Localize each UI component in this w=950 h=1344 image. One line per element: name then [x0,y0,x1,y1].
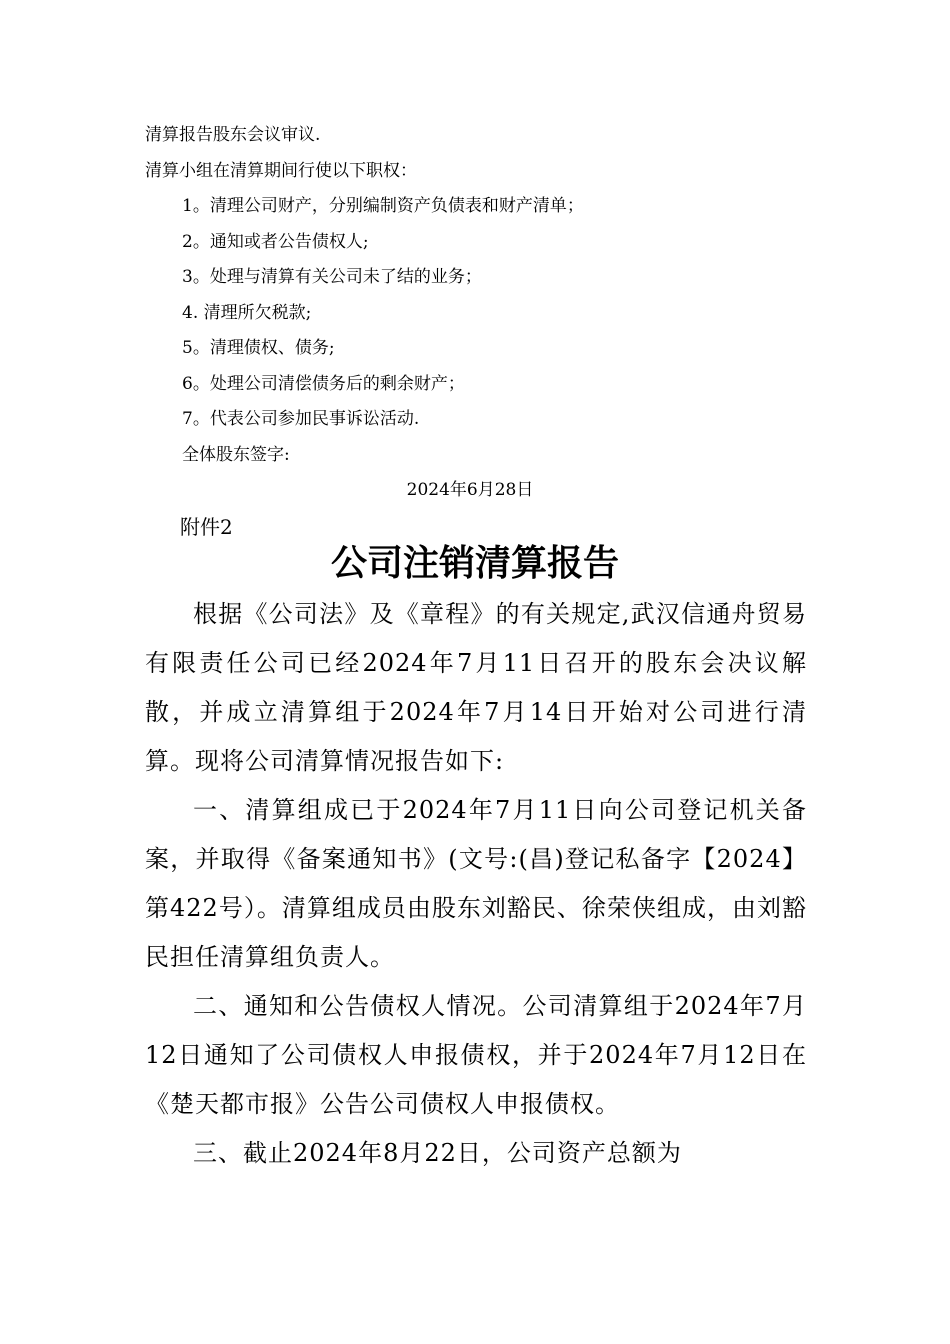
duty-item-7: 7。代表公司参加民事诉讼活动. [182,409,420,429]
duty-item-4: 4. 清理所欠税款; [182,303,312,323]
duty-item-1: 1。清理公司财产，分别编制资产负债表和财产清单； [182,196,584,216]
attachment-label: 附件2 [180,515,233,539]
duty-item-3: 3。处理与清算有关公司未了结的业务； [182,267,482,287]
report-paragraph-3: 二、通知和公告债权人情况。公司清算组于2024年7月12日通知了公司债权人申报债权，并于2024年7月12日在《楚天都市报》公告公司债权人申报债权。 [145,992,807,1118]
intro-line-2: 清算小组在清算期间行使以下职权： [145,161,417,181]
duty-item-6: 6。处理公司清偿债务后的剩余财产； [182,374,465,394]
report-paragraph-1: 根据《公司法》及《章程》的有关规定,武汉信通舟贸易有限责任公司已经2024年7月11日召开的股东会决议解散，并成立清算组于2024年7月14日开始对公司进行清算。现将公司清算情况报告如下: [145,600,807,775]
duty-item-5: 5。清理债权、债务; [182,338,335,358]
report-paragraph-4: 三、截止2024年8月22日，公司资产总额为 [193,1139,682,1167]
report-body [145,590,807,1178]
duty-item-2: 2。通知或者公告债权人; [182,232,369,252]
report-title: 公司注销清算报告 [330,543,619,584]
document-date: 2024年6月28日 [406,480,534,500]
report-paragraph-2: 一、清算组成已于2024年7月11日向公司登记机关备案，并取得《备案通知书》(文号:(昌)登记私备字【2024】第422号）。清算组成员由股东刘豁民、徐荣侠组成，由刘豁民担任清算组负责人。 [145,796,807,971]
signature-label: 全体股东签字: [182,445,290,465]
intro-line-1: 清算报告股东会议审议. [145,125,321,145]
